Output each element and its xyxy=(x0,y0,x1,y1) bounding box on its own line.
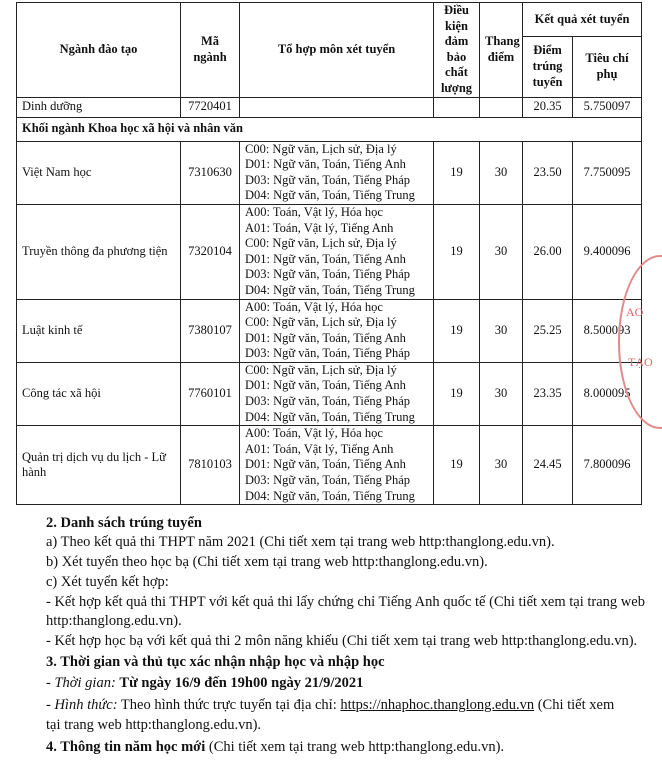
quality-cell: 19 xyxy=(434,426,480,505)
section-2-item-c1: - Kết hợp kết quả thi THPT với kết quả thi lấy chứng chỉ Tiếng Anh quốc tế (Chi tiết xem tại trang web xyxy=(46,594,645,610)
major-name: Việt Nam học xyxy=(17,141,181,204)
major-name: Dinh dưỡng xyxy=(17,97,181,117)
combo-line: D01: Ngữ văn, Toán, Tiếng Anh xyxy=(245,251,406,266)
combo-line: C00: Ngữ văn, Lịch sử, Địa lý xyxy=(245,315,397,330)
header-combos: Tổ hợp môn xét tuyển xyxy=(240,3,434,98)
major-name: Công tác xã hội xyxy=(17,362,181,425)
section-3-form xyxy=(46,696,646,715)
tiebreak-cell: 8.000095 xyxy=(573,362,642,425)
combo-line: D01: Ngữ văn, Toán, Tiếng Anh xyxy=(245,378,406,393)
header-result: Kết quả xét tuyển xyxy=(523,3,642,37)
tiebreak-cell: 8.500093 xyxy=(573,299,642,362)
time-value: Từ ngày 16/9 đến 19h00 ngày 21/9/2021 xyxy=(119,675,364,691)
combo-line: D01: Ngữ văn, Toán, Tiếng Anh xyxy=(245,330,406,345)
group-label: Khối ngành Khoa học xã hội và nhân văn xyxy=(17,117,642,141)
combos-cell xyxy=(240,299,434,362)
combos-cell xyxy=(240,426,434,505)
combo-line: C00: Ngữ văn, Lịch sử, Địa lý xyxy=(245,141,397,156)
combo-line: D01: Ngữ văn, Toán, Tiếng Anh xyxy=(245,457,406,472)
scale-cell: 30 xyxy=(480,426,523,505)
combo-line: D03: Ngữ văn, Toán, Tiếng Pháp xyxy=(245,473,411,488)
major-code: 7720401 xyxy=(181,97,240,117)
combos-cell xyxy=(240,97,434,117)
combo-line: A01: Toán, Vật lý, Tiếng Anh xyxy=(245,220,394,235)
table-row xyxy=(17,97,642,117)
table-row xyxy=(17,426,642,505)
scale-cell: 30 xyxy=(480,299,523,362)
combo-line: D03: Ngữ văn, Toán, Tiếng Pháp xyxy=(245,346,411,361)
section-2-item-b: b) Xét tuyển theo học bạ (Chi tiết xem tại trang web http:thanglong.edu.vn). xyxy=(46,554,488,570)
major-code: 7380107 xyxy=(181,299,240,362)
cutoff-cell: 23.35 xyxy=(523,362,573,425)
header-scale: Thang điểm xyxy=(480,3,523,98)
major-name: Truyền thông đa phương tiện xyxy=(17,204,181,299)
admission-results-table xyxy=(16,2,642,505)
combo-line: C00: Ngữ văn, Lịch sử, Địa lý xyxy=(245,236,397,251)
combos-cell xyxy=(240,204,434,299)
group-row xyxy=(17,117,642,141)
scale-cell: 30 xyxy=(480,362,523,425)
quality-cell: 19 xyxy=(434,299,480,362)
combo-line: A00: Toán, Vật lý, Hóa học xyxy=(245,426,383,441)
header-major: Ngành đào tạo xyxy=(17,3,181,98)
form-after: (Chi tiết xem xyxy=(537,697,615,713)
scale-cell: 30 xyxy=(480,141,523,204)
table-row xyxy=(17,299,642,362)
cutoff-cell: 25.25 xyxy=(523,299,573,362)
scale-cell xyxy=(480,97,523,117)
form-text: Theo hình thức trực tuyến tại địa chỉ: xyxy=(120,697,337,713)
major-code: 7810103 xyxy=(181,426,240,505)
quality-cell: 19 xyxy=(434,362,480,425)
enrollment-link[interactable]: https://nhaphoc.thanglong.edu.vn xyxy=(340,697,535,713)
table-row xyxy=(17,362,642,425)
section-2-item-c: c) Xét tuyển kết hợp: xyxy=(46,574,169,590)
tiebreak-cell: 9.400096 xyxy=(573,204,642,299)
quality-cell: 19 xyxy=(434,141,480,204)
section-3-form-cont: tại trang web http:thanglong.edu.vn). xyxy=(46,717,262,733)
combos-cell xyxy=(240,141,434,204)
combo-line: C00: Ngữ văn, Lịch sử, Địa lý xyxy=(245,362,397,377)
major-name: Quản trị dịch vụ du lịch - Lữ hành xyxy=(17,426,181,505)
table-row xyxy=(17,204,642,299)
combo-line: D01: Ngữ văn, Toán, Tiếng Anh xyxy=(245,157,406,172)
section-2-item-c1-cont: http:thanglong.edu.vn). xyxy=(46,613,182,629)
tiebreak-cell: 7.800096 xyxy=(573,426,642,505)
major-code: 7320104 xyxy=(181,204,240,299)
combo-line: D04: Ngữ văn, Toán, Tiếng Trung xyxy=(245,488,415,503)
major-code: 7760101 xyxy=(181,362,240,425)
combo-line: D04: Ngữ văn, Toán, Tiếng Trung xyxy=(245,282,415,297)
header-quality: Điều kiện đảm bảo chất lượng xyxy=(434,3,480,98)
cutoff-cell: 23.50 xyxy=(523,141,573,204)
section-2-item-a: a) Theo kết quả thi THPT năm 2021 (Chi tiết xem tại trang web http:thanglong.edu.vn). xyxy=(46,534,555,550)
combos-cell xyxy=(240,362,434,425)
quality-cell: 19 xyxy=(434,204,480,299)
combo-line: D04: Ngữ văn, Toán, Tiếng Trung xyxy=(245,409,415,424)
combo-line: A01: Toán, Vật lý, Tiếng Anh xyxy=(245,441,394,456)
tiebreak-cell: 5.750097 xyxy=(573,97,642,117)
table-row xyxy=(17,141,642,204)
section-3-title: 3. Thời gian và thủ tục xác nhận nhập học và nhập học xyxy=(46,654,385,670)
combo-line: D04: Ngữ văn, Toán, Tiếng Trung xyxy=(245,188,415,203)
cutoff-cell: 26.00 xyxy=(523,204,573,299)
combo-line: D03: Ngữ văn, Toán, Tiếng Pháp xyxy=(245,267,411,282)
major-code: 7310630 xyxy=(181,141,240,204)
combo-line: A00: Toán, Vật lý, Hóa học xyxy=(245,299,383,314)
section-3-time xyxy=(46,674,646,693)
tiebreak-cell: 7.750095 xyxy=(573,141,642,204)
stamp-text: TẠO xyxy=(628,355,653,369)
section-4-rest: (Chi tiết xem tại trang web http:thanglong.edu.vn). xyxy=(208,739,505,755)
combo-line: D03: Ngữ văn, Toán, Tiếng Pháp xyxy=(245,394,411,409)
quality-cell xyxy=(434,97,480,117)
stamp-text: AO xyxy=(626,305,644,319)
scale-cell: 30 xyxy=(480,204,523,299)
header-cutoff: Điểm trúng tuyển xyxy=(523,37,573,97)
header-tiebreak: Tiêu chí phụ xyxy=(573,37,642,97)
major-name: Luật kinh tế xyxy=(17,299,181,362)
section-4-title: 4. Thông tin năm học mới xyxy=(46,739,206,755)
section-2-title: 2. Danh sách trúng tuyển xyxy=(46,515,202,531)
combo-line: A00: Toán, Vật lý, Hóa học xyxy=(245,204,383,219)
combo-line: D03: Ngữ văn, Toán, Tiếng Pháp xyxy=(245,172,411,187)
time-label: - Thời gian: xyxy=(46,675,116,691)
cutoff-cell: 24.45 xyxy=(523,426,573,505)
section-4 xyxy=(46,738,646,757)
header-code: Mã ngành xyxy=(181,3,240,98)
cutoff-cell: 20.35 xyxy=(523,97,573,117)
form-label: - Hình thức: xyxy=(46,697,118,713)
section-2-item-c2: - Kết hợp học bạ với kết quả thi 2 môn năng khiếu (Chi tiết xem tại trang web http:thanglong.edu.vn). xyxy=(46,633,638,649)
